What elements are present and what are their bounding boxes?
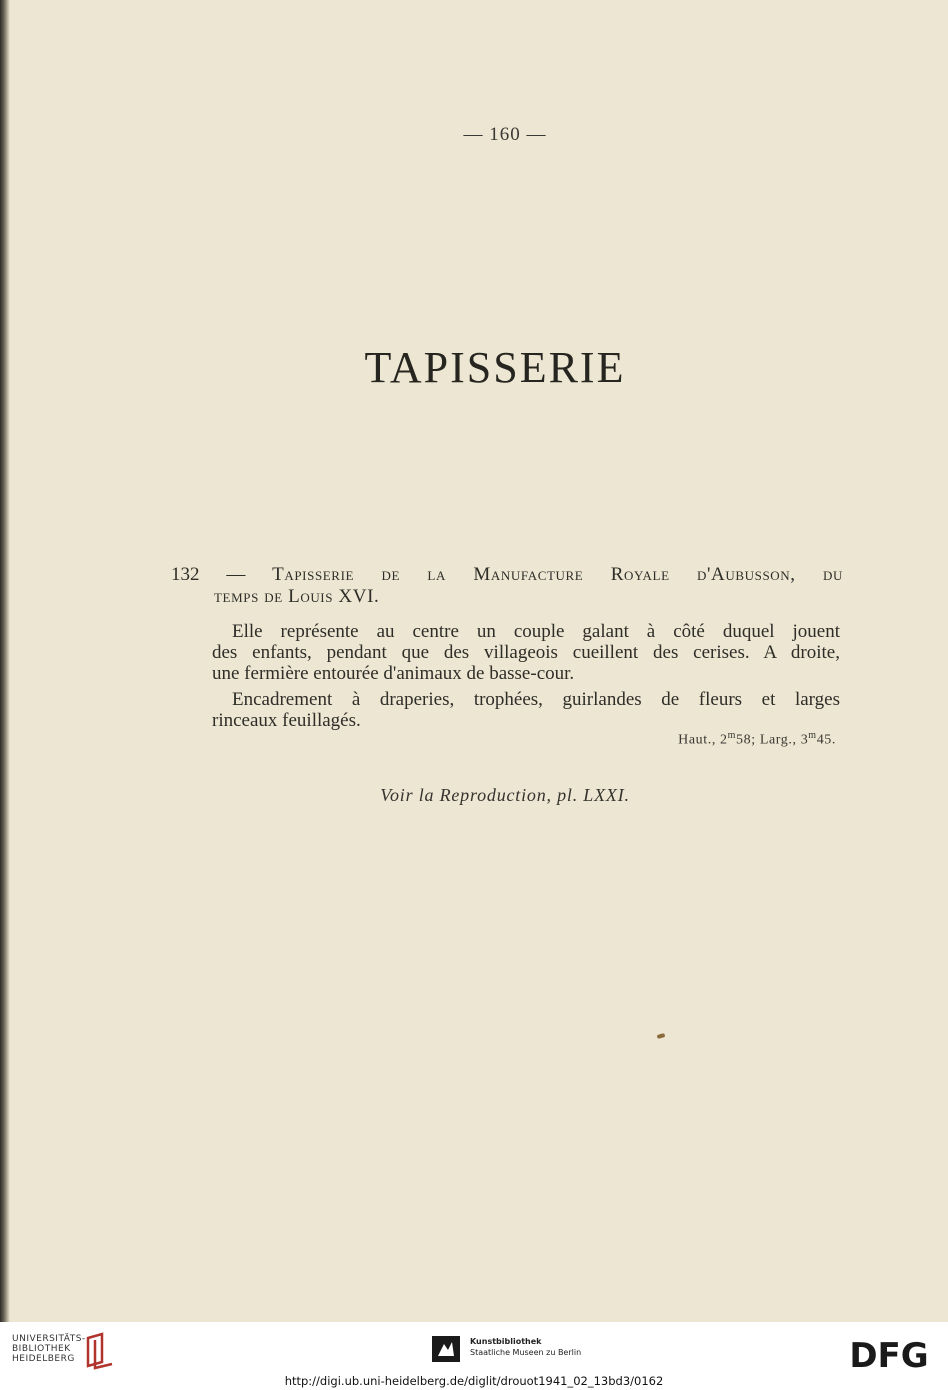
page-number: — 160 —: [463, 124, 547, 145]
dfg-logo-icon[interactable]: [842, 1337, 936, 1371]
kunstbibliothek-label: Kunstbibliothek Staatliche Museen zu Berlin: [470, 1337, 582, 1357]
page-title: TAPISSERIE: [364, 343, 626, 392]
description-paragraph-2: [212, 689, 840, 731]
dimensions: Haut., 2$^m$58; Larg., 3$^m$45.: [678, 730, 836, 748]
entry-heading-line-1: [171, 564, 843, 586]
university-logo-icon[interactable]: [86, 1332, 116, 1370]
entry-heading-line-2: temps de Louis XVI.: [214, 586, 380, 607]
page-binding-edge: [0, 0, 10, 1322]
paragraph-line: une fermière entourée d'animaux de basse-cour.: [212, 663, 575, 684]
paragraph-line: des enfants, pendant que des villageois cueillent des cerises. A droite,: [212, 642, 840, 663]
source-url-link[interactable]: http://digi.ub.uni-heidelberg.de/diglit/drouot1941_02_13bd3/0162: [284, 1374, 664, 1388]
paragraph-line: Elle représente au centre un couple galant à côté duquel jouent: [232, 621, 840, 642]
university-library-label: UNIVERSITÄTS- BIBLIOTHEK HEIDELBERG: [12, 1334, 86, 1364]
entry-heading-text: Tapisserie de la Manufacture Royale d'Aubusson, du: [272, 564, 843, 585]
kunstbibliothek-logo-icon[interactable]: [432, 1336, 460, 1362]
paragraph-line: rinceaux feuillagés.: [212, 710, 361, 731]
description-paragraph-1: [212, 621, 840, 684]
entry-number: 132 —: [171, 564, 273, 585]
reproduction-reference: Voir la Reproduction, pl. LXXI.: [380, 785, 630, 805]
catalog-entry-heading: [171, 564, 843, 608]
paragraph-line: Encadrement à draperies, trophées, guirlandes de fleurs et larges: [232, 689, 840, 710]
svg-text:DFG: DFG: [849, 1337, 929, 1371]
